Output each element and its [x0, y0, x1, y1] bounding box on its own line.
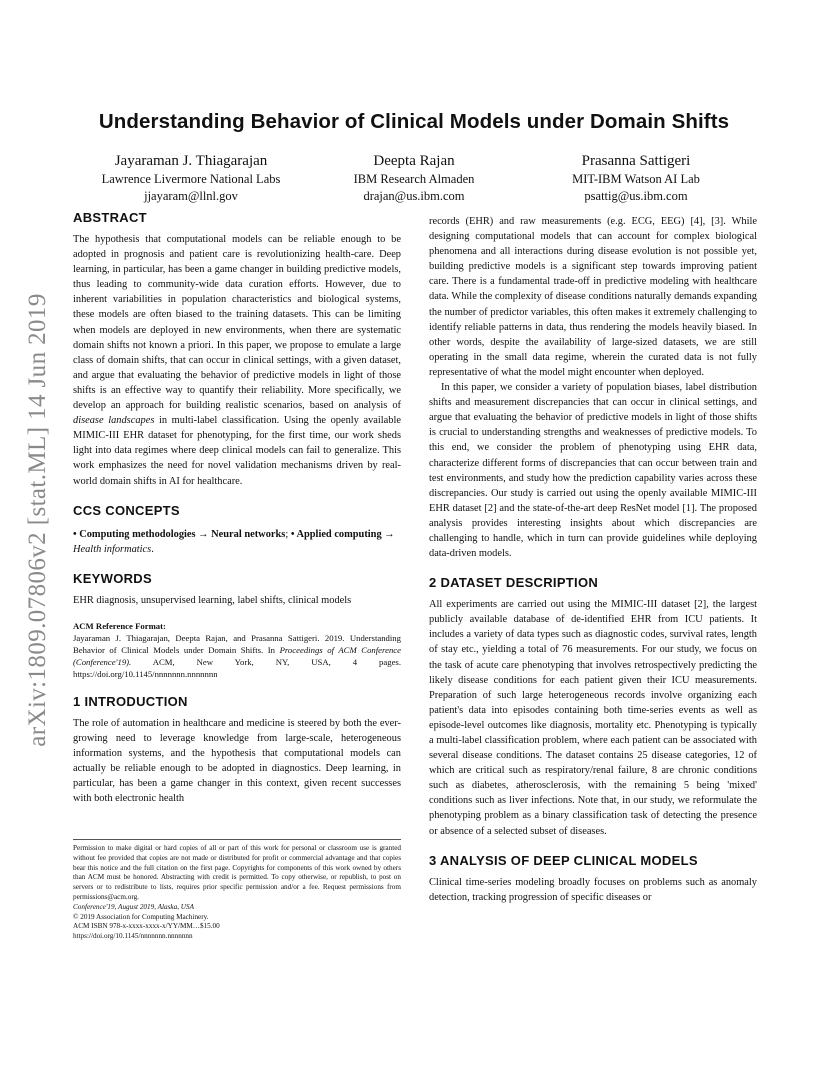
keywords-text: EHR diagnosis, unsupervised learning, label shifts, clinical models: [73, 594, 352, 606]
author-1: [61, 151, 321, 205]
abstract-heading: ABSTRACT: [73, 210, 147, 225]
intro-paragraph-2: In this paper, we consider a variety of population biases, label distribution shifts and measurement discrepancies that can occur in clinical settings, and argue that evaluating the behavior of predictive models in light of those shifts is crucial to understanding strengths and weaknesses of predictive models. To this end, we consider the problem of phenotyping using EHR data, characterize different forms of discrepancies that can occur between train and test environments, and study how the prediction capability varies across these discrepancies. Our study is carried out using the openly available MIMIC-III EHR dataset [2] and the state-of-the-art deep ResNet model [1]. The proposed analysis provides interesting insights about which discrepancies are challenging to handle, which in turn can provide guidelines while deploying data-driven models.: [429, 382, 757, 560]
dataset-text: All experiments are carried out using the MIMIC-III dataset [2], the largest publicly available database of de-identified EHR from ICU patients. It includes a variety of data types such as diagnostic codes, survival rates, length of stay etc., yielding a total of 76 measurements. For our study, we focus on the task of acute care phenotyping that involves retrospectively predicting the likely disease conditions for each patient given their ICU measurements. Preparation of such large heterogeneous records involve organizing each patient's data into episodes containing both time-series events as well as episode-level outcomes like diagnosis, mortality etc. Phenotyping is typically a multi-label classification problem, where each patient can be associated with several disease conditions. The dataset contains 25 disease categories, 12 of which are critical such as respiratory/renal failure, 8 are chronic conditions such as diabetes, atherosclerosis, with the remaining 5 being 'mixed' conditions such as liver infections. Note that, in our study, we reformulate the phenotyping problem as a binary classification task of detecting the presence or absence of a selected subset of diseases.: [429, 599, 757, 837]
author-name: Jayaraman J. Thiagarajan: [114, 153, 268, 169]
abstract-text: The hypothesis that computational models can be reliable enough to be adopted in prognosis and patient care is revolutionizing health-care. Deep learning, in particular, has been a game changer in building predictive models, thus leading to community-wide data curation efforts. However, due to inherent variabilities in population characteristics and biological systems, these models are often biased to the training datasets. This can be limiting when models are deployed in new environments, when there are systematic domain shifts not known a priori. In this paper, we propose to emulate a large class of domain shifts, that can occur in clinical settings, with a given dataset, and argue that evaluating the behavior of predictive models in light of those shifts is an effective way to quantify their reliability. More specifically, we develop an approach for building realistic scenarios, based on analysis of disease landscapes in multi-label classification. Using the openly available MIMIC-III EHR dataset for phenotyping, for the first time, our work sheds light into data regimes where deep clinical models can fail to generalize. This work emphasizes the need for novel validation mechanisms driven by real-world domain shifts in AI for healthcare.: [73, 234, 401, 487]
left-column: [73, 210, 401, 806]
author-name: Prasanna Sattigeri: [581, 153, 691, 169]
author-email: psattig@us.ibm.com: [584, 189, 688, 203]
permission-text: Permission to make digital or hard copies of all or part of this work for personal or classroom use is granted without fee provided that copies are not made or distributed for profit or commercial advantage and that copies bear this notice and the full citation on the first page. Copyrights for components of this work owned by others than ACM must be honored. Abstracting with credit is permitted. To copy otherwise, or republish, to post on servers or to redistribute to lists, requires prior specific permission and/or a fee. Request permissions from permissions@acm.org.: [73, 844, 401, 901]
acm-ref-text: Jayaraman J. Thiagarajan, Deepta Rajan, and Prasanna Sattigeri. 2019. Understanding Behavior of Clinical Models under Domain Shifts. In Proceedings of ACM Conference (Conference'19). ACM, New York, NY, USA, 4 pages. https://doi.org/10.1145/nnnnnnn.nnnnnnn: [73, 632, 401, 679]
author-affiliation: Lawrence Livermore National Labs: [101, 172, 281, 186]
author-affiliation: IBM Research Almaden: [353, 172, 475, 186]
author-3: [506, 151, 766, 205]
copyright-line: © 2019 Association for Computing Machinery.: [73, 912, 209, 921]
ccs-heading: CCS CONCEPTS: [73, 502, 180, 518]
right-column: [429, 214, 757, 905]
author-affiliation: MIT-IBM Watson AI Lab: [572, 172, 700, 186]
doi-line: https://doi.org/10.1145/nnnnnnn.nnnnnnn: [73, 932, 193, 941]
intro-continued-text: records (EHR) and raw measurements (e.g. ECG, EEG) [4], [3]. While designing computational models that can account for complex biological phenomena and all interactions during disease evolution is not possible yet, building predictive models is a significant step towards improving patient care. There is a fundamental trade-off in predictive modeling with healthcare data. While the complexity of disease conditions naturally demands expanding the number of predictor variables, this often makes it extremely challenging to identify reliable patterns in data, thus rendering the models heavily biased. In other words, despite the availability of large-sized datasets, we are still operating in the small data regime, wherein the curated data is not fully representative of what the model might encounter when deployed.: [429, 216, 757, 378]
paper-title: Understanding Behavior of Clinical Models under Domain Shifts: [98, 110, 730, 133]
analysis-text: Clinical time-series modeling broadly focuses on problems such as anomaly detection, tracking progression of specific diseases or: [429, 876, 757, 903]
intro-heading: 1 INTRODUCTION: [73, 693, 188, 709]
ccs-text: • Computing methodologies → Neural networks; • Applied computing → Health informatics.: [73, 528, 395, 555]
analysis-heading: 3 ANALYSIS OF DEEP CLINICAL MODELS: [429, 852, 698, 868]
permission-footnote: [73, 839, 401, 942]
author-email: drajan@us.ibm.com: [363, 189, 465, 203]
paper-page: arXiv:1809.07806v2 [stat.ML] 14 Jun 2019 Understanding Behavior of Clinical Models under Domain Shifts Jayaraman J. Thiagarajan Lawrence Livermore National Labs jjayaram@llnl.gov Deepta Rajan IBM Research Almaden drajan@us.ibm.com Prasanna Sattigeri MIT-IBM Watson AI Lab psattig@us.ibm.com ABSTRACT The hypothesis that computational models can be reliable enough to be adopted in prognosis and patient care is revolutionizing health-care. Deep learning, in particular, has been a game changer in building predictive models, thus leading to community-wide data curation efforts. However, due to inherent variabilities in population characteristics and biological systems, these models are often biased to the training datasets. This can be limiting when models are deployed in new environments, when there are systematic domain shifts not known a priori. In this paper, we propose to emulate a large class of domain shifts, that can occur in clinical settings, with a given dataset, and argue that evaluating the behavior of predictive models in light of those shifts is an effective way to quantify their reliability. More specifically, we develop an approach for building realistic scenarios, based on analysis of disease landscapes in multi-label classification. Using the openly available MIMIC-III EHR dataset for phenotyping, for the first time, our work sheds light into data regimes where deep clinical models can fail to generalize. This work emphasizes the need for novel validation mechanisms driven by real-world domain shifts in AI for healthcare. CCS CONCEPTS • Computing methodologies → Neural networks; • Applied computing → Health informatics. KEYWORDS EHR diagnosis, unsupervised learning, label shifts, clinical models ACM Reference Format: Jayaraman J. Thiagarajan, Deepta Rajan, and Prasanna Sattigeri. 2019. Understanding Behavior of Clinical Models under Domain Shifts. In Proceedings of ACM Conference (Conference'19). ACM, New York, NY, USA, 4 pages. https://doi.org/10.1145/nnnnnnn.nnnnnnn 1 INTRODUCTION The role of automation in healthcare and medicine is steered by both the ever-growing need to leverage knowledge from large-scale, heterogeneous information systems, and the hypothesis that computational models can actually be reliable enough to be adopted in diagnostics. Deep learning, in particular, has been a game changer in this context, given recent successes with both electronic health Permission to make digital or hard copies of all or part of this work for personal or classroom use is granted without fee provided that copies are not made or distributed for profit or commercial advantage and that copies bear this notice and the full citation on the first page. Copyrights for components of this work owned by others than ACM must be honored. Abstracting with credit is permitted. To copy otherwise, or republish, to post on servers or to redistribute to lists, requires prior specific permission and/or a fee. Request permissions from permissions@acm.org. Conference'19, August 2019, Alaska, USA © 2019 Association for Computing Machinery. ACM ISBN 978-x-xxxx-xxxx-x/YY/MM…$15.00 https://doi.org/10.1145/nnnnnnn.nnnnnnn records (EHR) and raw measurements (e.g. ECG, EEG) [4], [3]. While designing computational models that can account for complex biological phenomena and all interactions during disease evolution is not possible yet, building predictive models is a significant step towards improving patient care. There is a fundamental trade-off in predictive modeling with healthcare data. While the complexity of disease conditions naturally demands expanding the number of predictor variables, this often makes it extremely challenging to identify reliable patterns in data, thus rendering the models heavily biased. In other words, despite the availability of large-sized datasets, we are still operating in the small data regime, wherein the curated data is not fully representative of what the model might encounter when deployed. In this paper, we consider a variety of population biases, label distribution shifts and measurement discrepancies that can occur in clinical settings, and argue that evaluating the behavior of predictive models in light of those shifts is crucial to understanding strengths and weaknesses of predictive models. To this end, we consider the problem of phenotyping using EHR data, characterize different forms of discrepancies that can occur between train and test environments, and study how the prediction capability varies across these discrepancies. Our study is carried out using the openly available MIMIC-III EHR dataset [2] and the state-of-the-art deep ResNet model [1]. The proposed analysis provides interesting insights about which discrepancies are challenging to handle, which in turn can provide guidelines while deploying data-driven models. 2 DATASET DESCRIPTION All experiments are carried out using the MIMIC-III dataset [2], the largest publicly available database of de-identified EHR from ICU patients. It includes a variety of data types such as diagnostic codes, survival rates, length of stay etc., yielding a total of 76 measurements. For our study, we focus on the task of acute care phenotyping that involves retrospectively predicting the likely disease conditions for each patient given their ICU measurements. Preparation of such large heterogeneous records involve organizing each patient's data into episodes containing both time-series events as well as episode-level outcomes like diagnosis, mortality etc. Phenotyping is typically a multi-label classification problem, where each patient can be associated with several disease conditions. The dataset contains 25 disease categories, 12 of which are critical such as respiratory/renal failure, 8 are chronic conditions such as diabetes, atherosclerosis, with the remaining 5 being 'mixed' conditions such as liver infections. Note that, in our study, we reformulate the phenotyping problem as a binary classification task of detecting the presence or absence of a selected subset of diseases. 3 ANALYSIS OF DEEP CLINICAL MODELS Clinical time-series modeling broadly focuses on problems such as anomaly detection, tracking progression of specific diseases or: [0, 0, 828, 1072]
author-2: [284, 151, 544, 205]
conference-line: Conference'19, August 2019, Alaska, USA: [73, 902, 194, 911]
author-email: jjayaram@llnl.gov: [144, 189, 238, 203]
dataset-heading: 2 DATASET DESCRIPTION: [429, 575, 599, 591]
keywords-heading: KEYWORDS: [73, 570, 152, 586]
intro-text: The role of automation in healthcare and medicine is steered by both the ever-growing need to leverage knowledge from large-scale, heterogeneous information systems, and the hypothesis that computational models can actually be reliable enough to be adopted in diagnostics. Deep learning, in particular, has been a game changer in this context, given recent successes with both electronic health: [73, 717, 401, 805]
author-name: Deepta Rajan: [373, 153, 455, 169]
isbn-line: ACM ISBN 978-x-xxxx-xxxx-x/YY/MM…$15.00: [73, 922, 220, 931]
acm-ref-heading: ACM Reference Format:: [73, 620, 166, 631]
